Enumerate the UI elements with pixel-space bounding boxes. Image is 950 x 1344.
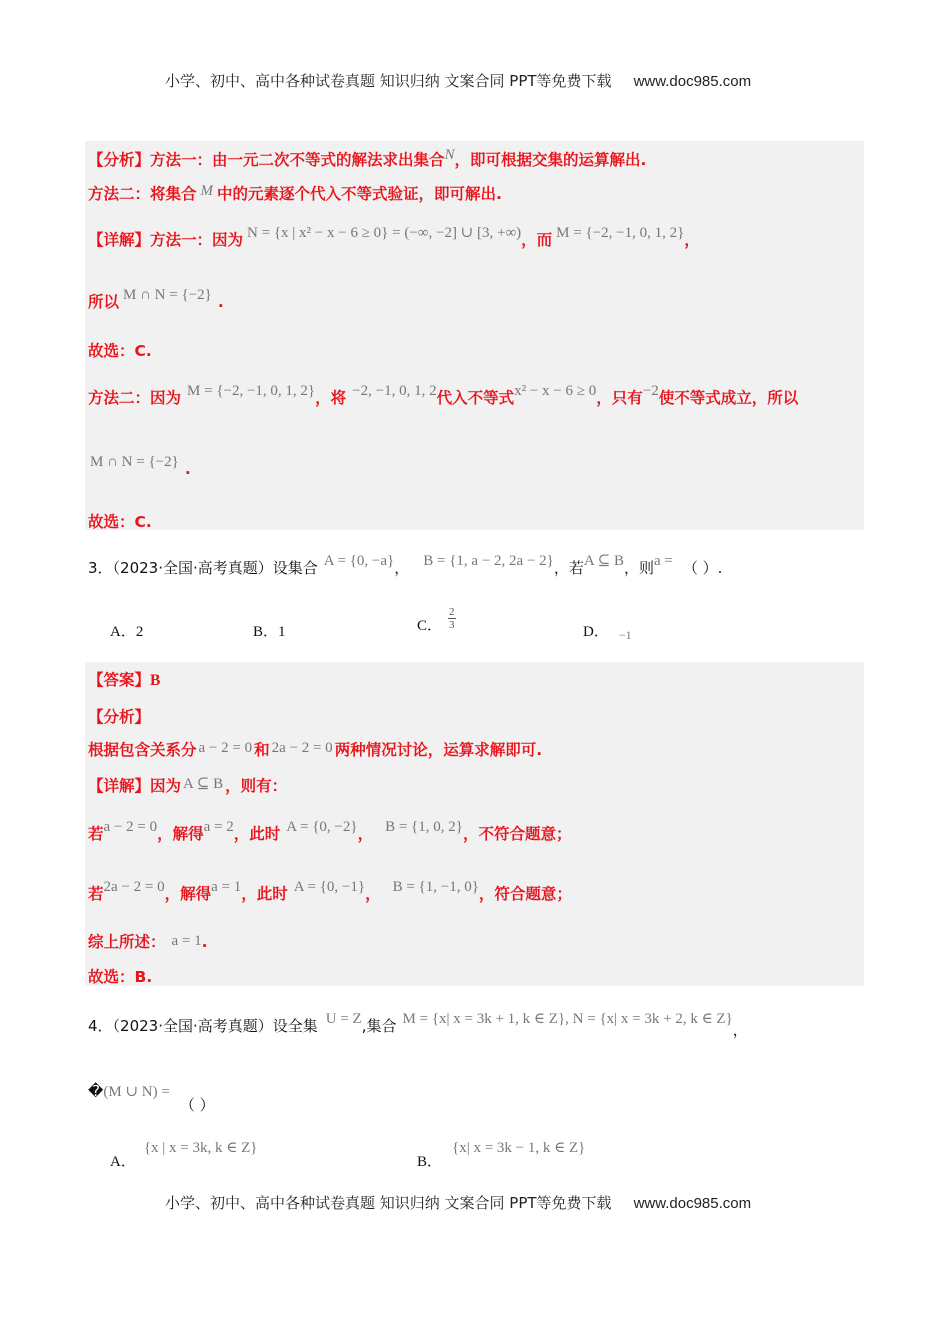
q2-choose2: 故选：C. [88,513,152,531]
text: 若 [88,885,104,903]
q3-case2 [88,879,572,904]
footer-text: 小学、初中、高中各种试卷真题 知识归纳 文案合同 PPT等免费下载 [165,1194,612,1212]
text: ， [684,231,700,249]
text: 两种情况讨论，运算求解即可. [334,741,543,759]
text: . [217,293,224,311]
math-m-def: M = {−2, −1, 0, 1, 2} [187,383,316,399]
math: B = {1, −1, 0} [392,879,479,895]
header-text: 小学、初中、高中各种试卷真题 知识归纳 文案合同 PPT等免费下载 [165,72,612,90]
math: a = 1 [171,933,202,949]
text: ，符合题意； [478,885,572,903]
text: 因为 [150,777,182,795]
question-number: 3． [88,559,113,577]
text: 方法二：将集合 [88,185,197,203]
math-intersection: M ∩ N = {−2} [90,454,179,470]
math-set-a: A = {0, −a} [323,553,395,569]
q3-detail-line [88,774,287,796]
detail-label: 【详解】 [88,231,151,249]
q4-option-b [417,1140,586,1171]
math: B = {1, 0, 2} [385,819,463,835]
option-value: −1 [618,628,632,642]
detail-label: 【详解】 [88,777,151,795]
text: ，若 [553,559,584,577]
text: ，只有 [596,389,643,407]
q3-analysis-label: 【分析】 [88,708,151,726]
text: ，而 [521,231,553,249]
math: 2a − 2 = 0 [103,879,165,895]
answer-label: 【答案】 [88,671,151,689]
q2-method2-line2 [90,454,191,479]
text: 方法一：由一元二次不等式的解法求出集合 [150,151,445,169]
q2-method2-line1 [88,383,799,408]
math-values: −2, −1, 0, 1, 2 [352,383,437,399]
q3-choose: 故选：B. [88,968,153,986]
text: ,集合 [361,1017,397,1035]
text: 代入不等式 [436,389,515,407]
q3-summary [88,930,208,952]
math-a-equals: a = [653,553,673,569]
text: ， [394,559,410,577]
text: 所以 [88,293,120,311]
text: ，此时 [241,885,288,903]
text: ，此时 [233,825,281,843]
q2-detail-line2 [88,287,224,312]
question-number: 4． [88,1017,113,1035]
math: a − 2 = 0 [103,819,158,835]
text: ， [732,1021,748,1039]
numerator: 2 [449,606,455,619]
q3-option-d [583,620,632,641]
text: ，将 [315,389,347,407]
analysis-label: 【分析】 [88,151,151,169]
option-value: 2 [135,624,144,640]
math-sets-mn: M = {x| x = 3k + 1, k ∈ Z}, N = {x| x = 3k + 2, k ∈ Z} [402,1011,733,1027]
text: ，解得 [157,825,204,843]
text: . [201,933,208,951]
denominator: 3 [449,619,455,632]
complement-symbol: � [88,1082,104,1100]
math-complement-union: (M ∪ N) = [103,1084,170,1100]
q3-analysis-text [88,738,542,760]
text: . [184,460,191,478]
q2-detail-line1 [88,225,700,250]
math-neg2: −2 [642,383,659,399]
text: 和 [254,741,270,759]
q3-option-b [253,620,286,641]
q2-choose1: 故选：C. [88,342,152,360]
text: ，则有： [225,777,288,795]
footer-url: www.doc985.com [633,1195,752,1212]
answer-blank: （ ）. [682,559,723,577]
math: A = {0, −2} [286,819,358,835]
math-case1: a − 2 = 0 [198,740,253,756]
text: 若 [88,825,104,843]
text: ，则 [623,559,654,577]
text: ，即可根据交集的运算解出. [454,151,647,169]
math-subset: A ⊆ B [183,776,224,792]
text: ，不符合题意； [462,825,572,843]
question-source: （2023·全国·高考真题）设集合 [112,559,318,577]
math-set-b: B = {1, a − 2, 2a − 2} [423,553,554,569]
q3-stem [88,553,723,578]
page-footer [165,1192,751,1213]
math-universal-set: U = Z [325,1011,362,1027]
text: 综上所述： [88,933,166,951]
text: ， [357,825,374,843]
math-inequality: x² − x − 6 ≥ 0 [514,383,597,399]
option-label: D． [583,624,609,640]
math: a = 1 [211,879,242,895]
math: a = 2 [203,819,234,835]
q2-analysis-line1 [88,148,646,170]
fraction [448,606,456,631]
option-label: B． [253,624,279,640]
math-intersection: M ∩ N = {−2} [123,287,212,303]
page-header [165,70,751,91]
text: 使不等式成立，所以 [658,389,799,407]
math-subset: A ⊆ B [583,553,624,569]
option-label: B． [417,1154,443,1170]
text: 方法二：因为 [88,389,182,407]
math: A = {0, −1} [293,879,366,895]
math-m: M [200,183,214,199]
answer-value: B [150,672,161,689]
q3-option-a [110,620,143,641]
text: 根据包含关系分 [88,741,197,759]
text: ，解得 [164,885,212,903]
header-url: www.doc985.com [633,73,752,90]
q3-option-c [417,606,456,634]
option-label: A． [110,1154,136,1170]
option-label: C． [417,618,443,634]
math-n: N [444,147,455,163]
q3-answer [88,668,160,690]
math-n-def: N = {x | x² − x − 6 ≥ 0} = (−∞, −2] ∪ [3, +∞) [247,225,522,241]
option-value: {x | x = 3k, k ∈ Z} [143,1140,258,1156]
text: 中的元素逐个代入不等式验证，即可解出. [217,185,502,203]
q4-stem [88,1011,748,1039]
text: 方法一：因为 [150,231,244,249]
q3-case1 [88,819,572,844]
option-label: A． [110,624,136,640]
option-value: 1 [278,624,286,640]
math-m-def: M = {−2, −1, 0, 1, 2} [556,225,685,241]
q4-option-a [110,1140,258,1171]
math-case2: 2a − 2 = 0 [271,740,333,756]
q2-analysis-line2 [88,182,502,204]
option-value: {x| x = 3k − 1, k ∈ Z} [452,1140,586,1156]
answer-blank: （ ） [179,1096,215,1114]
q4-line2 [88,1080,215,1114]
text: ， [365,885,381,903]
question-source: （2023·全国·高考真题）设全集 [112,1017,318,1035]
